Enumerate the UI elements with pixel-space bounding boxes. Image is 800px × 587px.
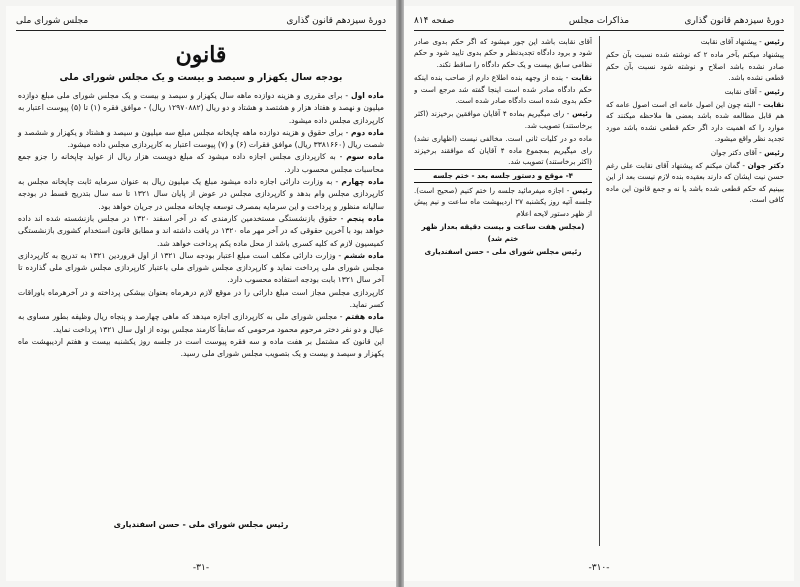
article-text: - به کارپردازی مجلس اجازه داده میشود که مبلغ دویست هزار ریال از عواید چاپخانه را جزو جمع محاسبات مجلس محسوب دارد. xyxy=(18,152,384,174)
left-header-right: دورهٔ سیزدهم قانون گذاری xyxy=(286,16,386,26)
speaker-name: رئیس xyxy=(764,37,784,46)
speech-paragraph xyxy=(606,86,784,97)
law-signature: رئیس مجلس شورای ملی - حسن اسفندیاری xyxy=(113,520,289,529)
article-text: - وزارت دارائی مکلف است مبلغ اعتبار بودجه سال ۱۳۲۱ از اول فروردین ۱۳۲۱ به تدریج به کارپردازی مجلس شورای ملی پرداخت نماید و کارپردازی مجلس شورای ملی باعتبار کارپردازی مجلس شورای ملی گذارده تا آخر سال ۱۳۲۱ بابت بودجه استفاده محسوب دارد. xyxy=(18,250,384,285)
right-header-center: مذاکرات مجلس xyxy=(568,16,630,26)
speech-text: - رای میگیریم بماده ۴ آقایان موافقین برخیزند (اکثر برخاستند) تصویب شد. xyxy=(414,109,592,130)
left-running-header xyxy=(16,12,386,31)
proceedings-columns xyxy=(414,36,784,546)
article-label: ماده پنجم xyxy=(346,213,384,223)
law-article xyxy=(18,90,384,127)
speech-paragraph xyxy=(606,99,784,145)
speech-paragraph xyxy=(606,36,784,47)
article-text: - مجلس شورای ملی به کارپردازی اجازه میدهد که ماهی چهارصد و پنجاه ریال وظیفه بطور مساوی به عیال و دو نفر دختر مرحوم محمود مرحومی که سابقاً کارمند مجلس بوده از اول سال ۱۳۲۱ پرداخت نماید. xyxy=(18,312,384,334)
right-header-right: دورهٔ سیزدهم قانون گذاری xyxy=(684,16,784,26)
speech-paragraph xyxy=(414,185,592,219)
speech-paragraph xyxy=(414,133,592,167)
speaker-name: رئیس xyxy=(764,86,784,96)
article-text: این قانون که مشتمل بر هفت ماده و سه فقره پیوست است در جلسه روز یکشنبه بیست و هفتم اردیبهشت ماه یکهزار و سیصد و بیست و یک بتصویب مجلس شورای ملی رسید. xyxy=(18,336,384,359)
law-article xyxy=(18,311,384,336)
speech-paragraph xyxy=(606,147,784,158)
left-header-left: مجلس شورای ملی xyxy=(16,16,89,26)
left-column xyxy=(414,36,592,546)
article-label: ماده ششم xyxy=(343,250,385,260)
article-label: ماده سوم xyxy=(346,152,384,162)
speech-text: - بنده از وجهه بنده اطلاع دارم از صاحب بنده اینکه حکم دادگاه صادر شده است اینجا گفته شد مرجع است و حکم بدوی شده است دادگاه صادر شده است. xyxy=(414,73,592,106)
speaker-name: رئیس xyxy=(764,147,784,157)
law-article xyxy=(18,213,384,250)
speech-paragraph xyxy=(606,49,784,83)
speech-paragraph xyxy=(414,169,592,182)
speaker-name: نقابت xyxy=(763,100,784,110)
right-page-number: -۳۱۰- xyxy=(588,563,610,573)
article-label: ماده چهارم xyxy=(341,177,384,187)
law-article xyxy=(18,250,384,287)
right-page xyxy=(404,6,794,581)
speech-text: (مجلس هفت ساعت و بیست دقیقه بعداز ظهر ختم شد) xyxy=(421,222,585,243)
speech-text: رئیس مجلس شورای ملی - حسن اسفندیاری xyxy=(424,246,582,256)
speaker-name: نقابت xyxy=(571,73,592,83)
law-article xyxy=(18,336,384,361)
law-article xyxy=(18,127,384,152)
speech-paragraph xyxy=(414,108,592,131)
speech-text: - آقای نقابت xyxy=(724,86,765,96)
book-gutter xyxy=(396,0,404,587)
law-body xyxy=(18,90,384,361)
article-label: ماده اول xyxy=(351,91,384,100)
speech-text: آقای نقابت باشد این جور میشود که اگر حکم بدوی صادر شود و برود دادگاه تجدیدنظر و حکم بدوی تایید شود و حکم نظامی سابق بیست و یک حکم دادگاه را ساقط نکند. xyxy=(414,37,592,69)
speech-text: ۴- موقع و دستور جلسه بعد - ختم جلسه xyxy=(433,171,573,181)
article-label: ماده دوم xyxy=(351,127,384,137)
law-subtitle: بودجه سال یکهزار و سیصد و بیست و یک مجلس شورای ملی xyxy=(59,72,343,83)
speech-text: - البته چون این اصول عامه ای است اصول عامه که هم قابل مطالعه شده باشد بعضی ها ملاحظه میکنند که موارد را که اهمیت دارد اگر حکم قطعی نشده باشد مورد تجدید نظر واقع میشود. xyxy=(606,100,784,144)
speech-paragraph xyxy=(414,246,592,257)
speech-text: - گمان میکنم که پیشنهاد آقای نقابت علی رغم حسن نیت ایشان که دارند بعقیده بنده لازم نیست بعد از این ببینیم که حکم قطعی شده باشد یا نه و جمع قانون این ماده کافی است. xyxy=(606,161,784,205)
article-text: - حقوق بازنشستگی مستخدمین کارمندی که در آخر اسفند ۱۳۲۰ در مجلس بازنشسته شده اند داده خواهد بود با آخرین حقوقی که در آخر مهر ماه ۱۳۲۰ در یافت داشته اند و مطابق قانون استخدام کشوری بازنشستگی کمیسیون لازم که کلیه کسری باشد از محل ماده یکم پرداخت خواهد شد. xyxy=(18,213,384,248)
speech-text: - پیشنهاد آقای نقابت xyxy=(700,37,765,46)
speech-text: ماده دو در کلیات ثانی است. مخالفی نیست (اظهاری نشد) رای میگیریم بمجموع ماده ۴ آقایان که موافقند برخیزند (اکثر برخاستند) تصویب شد. xyxy=(414,134,592,167)
right-running-header xyxy=(414,12,784,31)
law-title: قانون xyxy=(175,42,227,68)
speech-text: - آقای دکتر جوان xyxy=(710,147,765,157)
speech-paragraph xyxy=(414,221,592,244)
article-text: - به وزارت دارائی اجازه داده میشود مبلغ یک میلیون ریال به عنوان سرمایه ثابت چاپخانه مجلس به کارپردازی مجلس وام بدهد و کارپردازی مجلس در عوض از پایان سال ۱۳۲۱ تا سه سال بتدریج قسط در بودجه سالیانه منظور و پرداخت و این سرمایه بمصرف توسعه چاپخانه مجلس در جریان خواهد بود. xyxy=(18,177,384,211)
speech-text: پیشنهاد میکنم بآخر ماده ۲ که نوشته شده نسبت بآن حکم صادر نشده باشد اصلاح و نوشته شود نسبت بآن حکم قطعی نشده باشد. xyxy=(606,50,784,83)
speech-paragraph xyxy=(606,160,784,206)
speech-paragraph xyxy=(414,36,592,70)
left-page xyxy=(6,6,396,581)
left-page-number: -۳۱- xyxy=(192,563,210,573)
article-text: کارپردازی مجلس مجاز است مبلغ دارائی را در موقع لازم درهرماه بعنوان بیشکی پرداخته و در آخرهرماه باوراقات کسر نماید. xyxy=(18,287,384,310)
speech-paragraph xyxy=(414,72,592,106)
article-label: ماده هفتم xyxy=(345,312,384,322)
speech-text: - اجازه میفرمائید جلسه را ختم کنیم (صحیح است). جلسه آتیه روز یکشنبه ۲۷ اردیبهشت ماه ساعت و نیم پیش از ظهر دستور لایحه اعلام xyxy=(414,185,592,218)
speaker-name: رئیس xyxy=(572,109,592,119)
law-article xyxy=(18,287,384,312)
speaker-name: رئیس xyxy=(572,185,592,195)
right-header-left: صفحه ۸۱۴ xyxy=(414,16,455,26)
right-column xyxy=(606,36,784,546)
column-divider xyxy=(599,36,600,546)
article-text: - برای مقرری و هزینه دوازده ماهه سال یکهزار و سیصد و بیست و یک مجلس شورای ملی مبلغ دوازده میلیون و نهصد و هفتاد هزار و هشتصد و هشتاد و دو ریال (۱۲۹۷۰۸۸۲ ریال) - موافق فقره (۱) تا (۵) پیوست اعتبار به کارپردازی مجلس داده میشود. xyxy=(18,91,384,125)
law-article xyxy=(18,176,384,213)
article-text: - برای حقوق و هزینه دوازده ماهه چاپخانه مجلس مبلغ سه میلیون و سیصد و هشتاد و یکهزار و ششصد و شصت ریال (۳۳۸۱۶۶۰ ریال) موافق فقرات (۶) و (۷) پیوست اعتبار به کارپردازی مجلس داده میشود. xyxy=(18,127,384,150)
law-article xyxy=(18,151,384,176)
speaker-name: دکتر جوان xyxy=(747,161,784,171)
